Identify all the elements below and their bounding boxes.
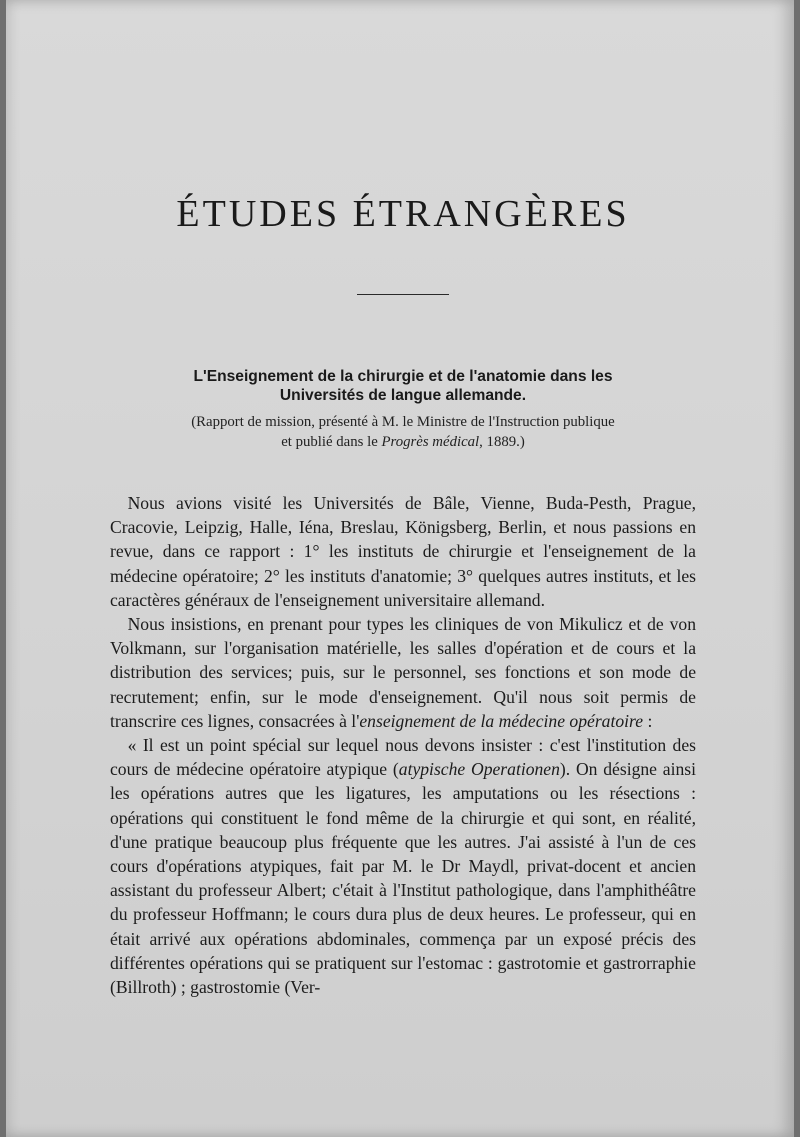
article-title-line1: L'Enseignement de la chirurgie et de l'anatomie dans les bbox=[193, 368, 613, 385]
paragraph-2-end: : bbox=[643, 710, 653, 731]
article-subtitle bbox=[110, 412, 696, 452]
paragraph-3-rest: ). On désigne ainsi les opérations autres que les ligatures, les amputations ou les résections : opérations qui constituent le fond même de la chirurgie et qui sont, en réalité, d'une pratique beaucoup plus fréquente que les autres. J'ai assisté à l'un de ces cours d'opérations atypiques, fait par M. le Dr Maydl, privat-docent et ancien assistant du professeur Albert; c'était à l'Institut pathologique, dans l'amphithéâtre du professeur Hoffmann; le cours dura plus de deux heures. Le professeur, qui en était arrivé aux opérations abdominales, commença par un exposé précis des différentes opérations qui se pratiquent sur l'estomac : gastrotomie et gastrorraphie (Billroth) ; gastrostomie (Ver- bbox=[110, 759, 696, 998]
article-title bbox=[110, 367, 696, 405]
paragraph-1-text: Nous avions visité les Universités de Bâle, Vienne, Buda-Pesth, Prague, Cracovie, Leipzig, Halle, Iéna, Breslau, Königsberg, Berlin, et nous passions en revue, dans ce rapport : 1° les instituts de chirurgie et l'enseignement de la médecine opératoire; 2° les instituts d'anatomie; 3° quelques autres instituts, et les caractères généraux de l'enseignement universitaire allemand. bbox=[110, 493, 696, 610]
subtitle-line2-prefix: et publié dans le bbox=[281, 434, 382, 450]
paragraph-2-italic: enseignement de la médecine opératoire bbox=[359, 710, 644, 731]
paragraph-3 bbox=[110, 733, 696, 999]
paragraph-2 bbox=[110, 612, 696, 733]
article-title-line2: Universités de langue allemande. bbox=[279, 387, 527, 404]
section-title: ÉTUDES ÉTRANGÈRES bbox=[176, 193, 630, 235]
paragraph-3-start: « Il est un point spécial sur lequel nous devons insister : c'est l'institution des cours de médecine opératoire atypique ( bbox=[110, 735, 696, 780]
page-content bbox=[110, 192, 696, 999]
article-body bbox=[110, 491, 696, 999]
paragraph-3-italic: atypische Operationen bbox=[398, 759, 560, 780]
paragraph-2-text: Nous insistions, en prenant pour types les cliniques de von Mikulicz et de von Volkmann, sur l'organisation matérielle, les salles d'opération et de cours et la distribution des services; puis, sur le personnel, ses fonctions et son mode de recrutement; enfin, sur le mode d'enseignement. Qu'il nous soit permis de transcrire ces lignes, consacrées à l' bbox=[110, 614, 696, 731]
title-divider bbox=[357, 294, 449, 295]
subtitle-journal-name: Progrès médical bbox=[381, 434, 480, 450]
paragraph-1 bbox=[110, 491, 696, 612]
document-page bbox=[6, 0, 794, 1137]
subtitle-line1: (Rapport de mission, présenté à M. le Ministre de l'Instruction publique bbox=[191, 414, 615, 430]
subtitle-line2-suffix: , 1889.) bbox=[479, 434, 525, 450]
